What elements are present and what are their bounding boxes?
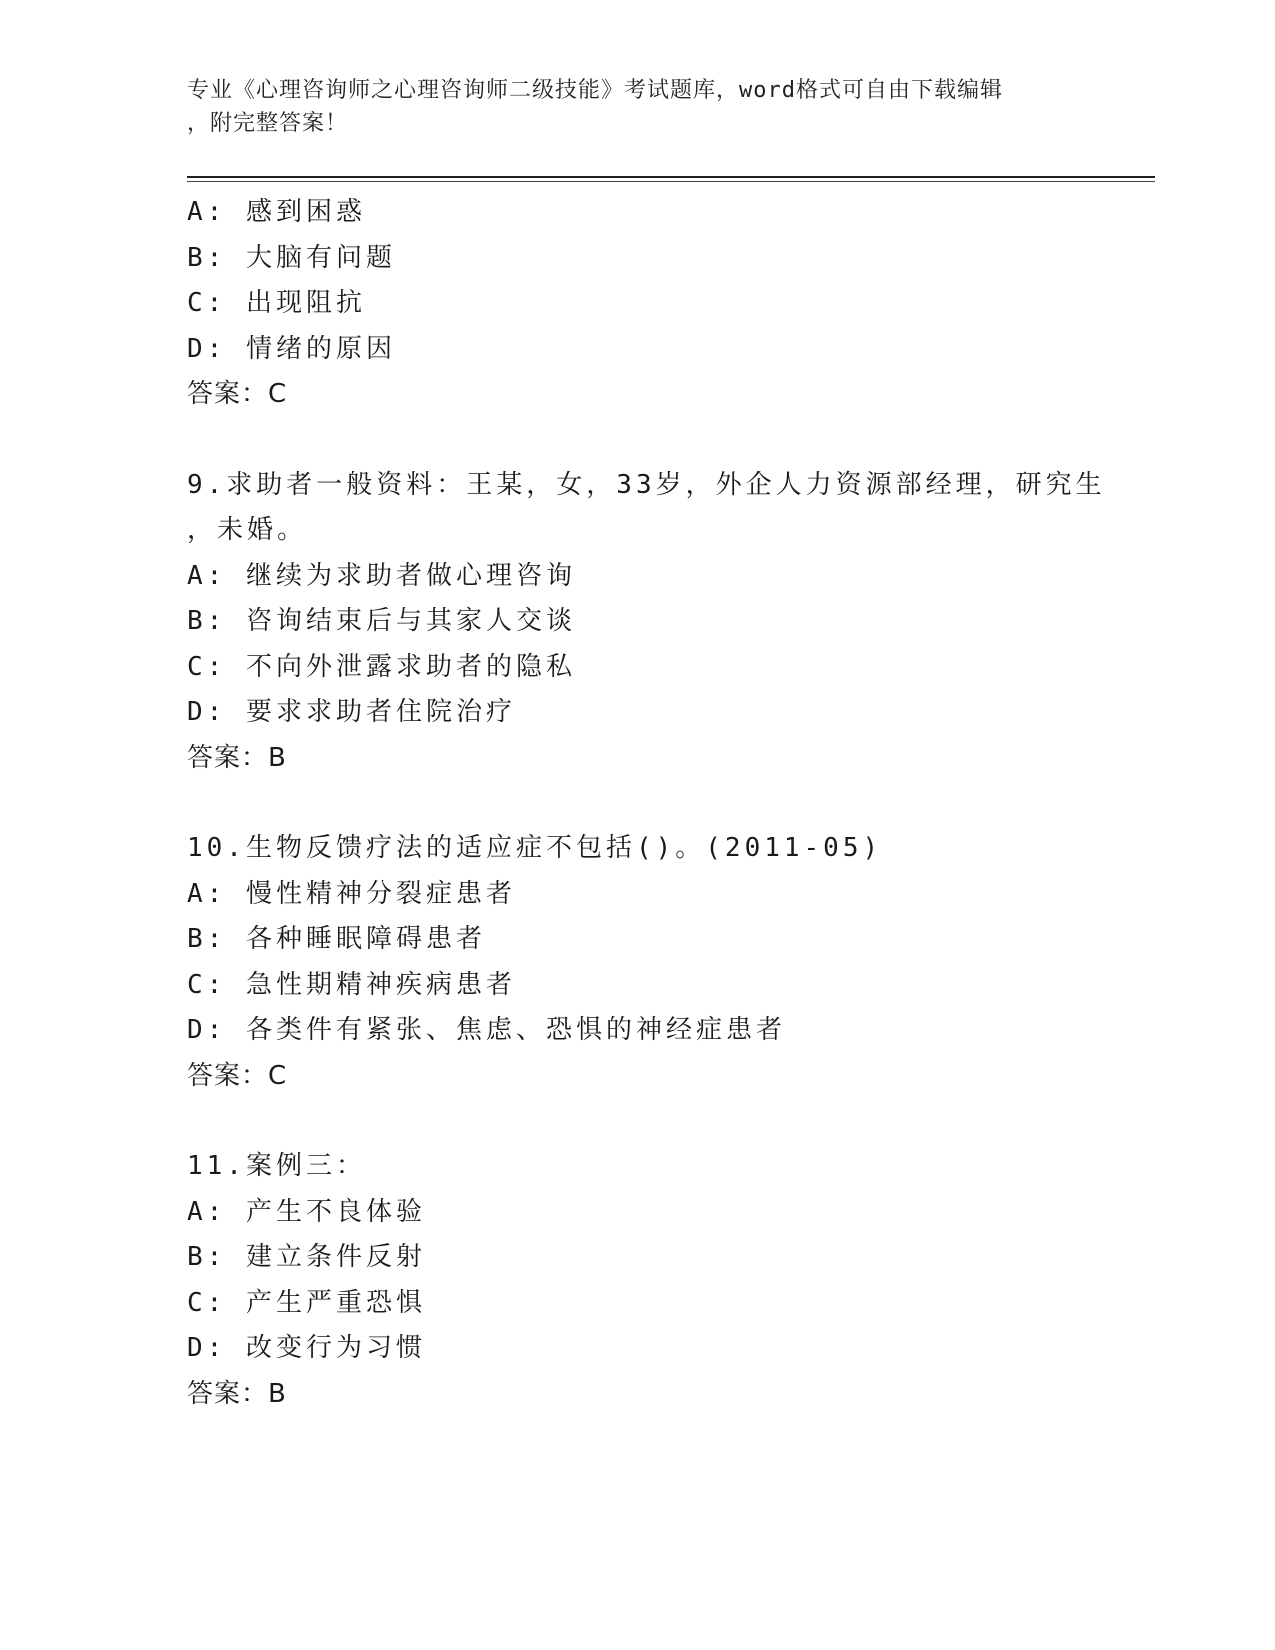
option-b: B: 建立条件反射 xyxy=(187,1242,426,1272)
option-c: C: 产生严重恐惧 xyxy=(187,1287,426,1318)
question-10 xyxy=(187,826,1117,1099)
header-divider xyxy=(187,176,1155,178)
option-c: C: 不向外泄露求助者的隐私 xyxy=(187,651,576,682)
option-a: A: 感到困惑 xyxy=(187,197,366,227)
header-divider-thin xyxy=(187,181,1155,182)
option-a: A: 慢性精神分裂症患者 xyxy=(187,878,516,909)
option-d: D: 改变行为习惯 xyxy=(187,1333,426,1363)
answer-label: 答案：B xyxy=(187,742,287,773)
question-8 xyxy=(187,190,1117,418)
header-line-2: ，附完整答案！ xyxy=(187,111,349,136)
option-c: C: 急性期精神疾病患者 xyxy=(187,969,516,1000)
option-d: D: 情绪的原因 xyxy=(187,333,396,364)
question-list xyxy=(187,190,1117,1417)
option-d: D: 各类件有紧张、焦虑、恐惧的神经症患者 xyxy=(187,1015,786,1045)
option-b: B: 咨询结束后与其家人交谈 xyxy=(187,606,576,636)
question-stem: 9.求助者一般资料：王某，女，33岁，外企人力资源部经理，研究生 xyxy=(187,469,1106,500)
question-9 xyxy=(187,463,1117,782)
spacer xyxy=(187,781,1117,826)
option-a: A: 继续为求助者做心理咨询 xyxy=(187,560,576,591)
option-c: C: 出现阻抗 xyxy=(187,288,366,318)
answer-label: 答案：C xyxy=(187,1060,288,1091)
question-11 xyxy=(187,1144,1117,1417)
option-a: A: 产生不良体验 xyxy=(187,1196,426,1227)
header-line-1: 专业《心理咨询师之心理咨询师二级技能》考试题库，word格式可自由下载编辑 xyxy=(187,78,1003,103)
page-header xyxy=(187,74,1067,140)
answer-label: 答案：B xyxy=(187,1378,287,1409)
spacer xyxy=(187,1099,1117,1144)
question-stem: 11.案例三： xyxy=(187,1151,366,1181)
question-stem-continued: ，未婚。 xyxy=(187,515,308,545)
question-stem: 10.生物反馈疗法的适应症不包括()。(2011-05) xyxy=(187,833,883,863)
option-b: B: 大脑有问题 xyxy=(187,242,396,273)
option-b: B: 各种睡眠障碍患者 xyxy=(187,924,486,954)
spacer xyxy=(187,418,1117,463)
option-d: D: 要求求助者住院治疗 xyxy=(187,697,516,727)
answer-label: 答案：C xyxy=(187,379,288,409)
